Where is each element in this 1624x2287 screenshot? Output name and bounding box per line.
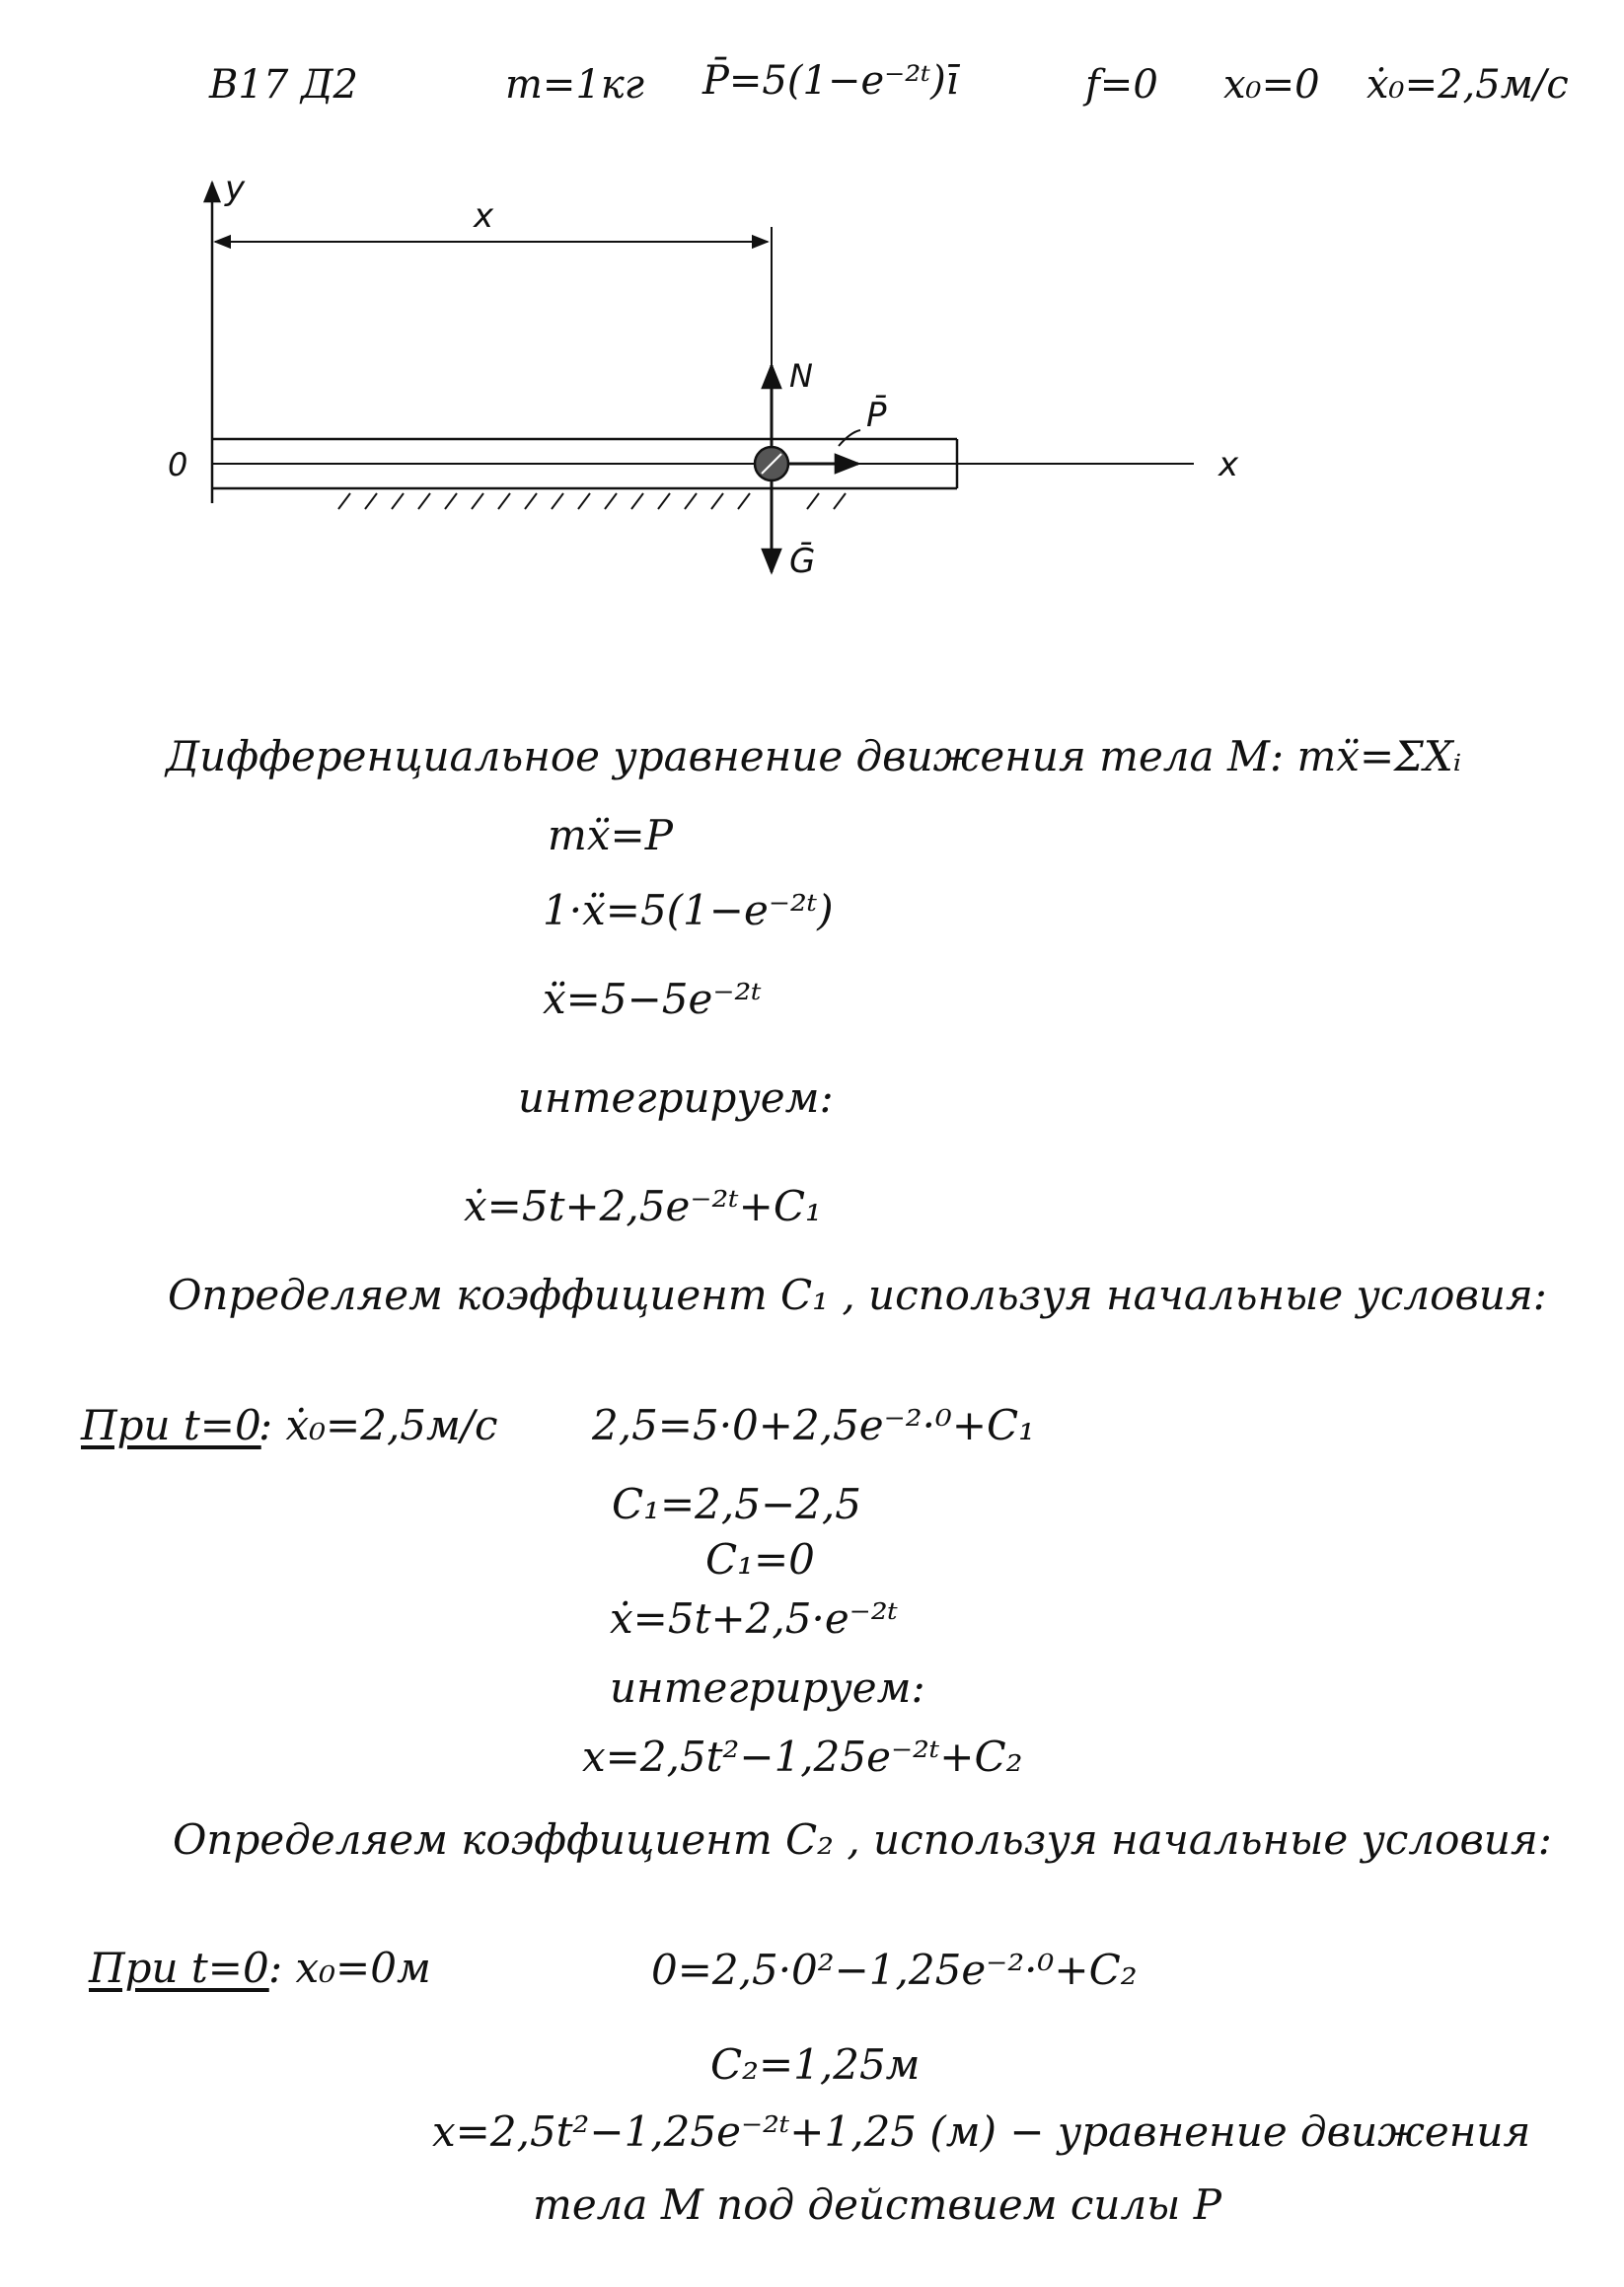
equation-line: C₁=2,5−2,5 bbox=[612, 1480, 861, 1528]
coefficient-c1-heading: Определяем коэффициент C₁ , используя начальные условия: bbox=[168, 1271, 1547, 1319]
condition-value: : x₀=0м bbox=[268, 1944, 431, 1992]
equation-line: ẋ=5t+2,5e⁻²ᵗ+C₁ bbox=[464, 1182, 822, 1230]
header-x0: x₀=0 bbox=[1223, 62, 1320, 108]
integrate-label: интегрируем: bbox=[518, 1073, 834, 1122]
equation-line: mẍ=P bbox=[548, 811, 673, 859]
force-diagram bbox=[148, 158, 1283, 592]
header-v0: ẋ₀=2,5м/с bbox=[1366, 62, 1569, 108]
ground-hatching bbox=[338, 493, 846, 509]
diff-equation-heading: Дифференциальное уравнение движения тела М: mẍ=ΣXᵢ bbox=[166, 732, 1462, 780]
motion-equation: x=2,5t²−1,25e⁻²ᵗ+1,25 (м) − уравнение движения bbox=[432, 2107, 1531, 2156]
header-mass: m=1кг bbox=[505, 62, 644, 108]
equation-line: C₁=0 bbox=[705, 1535, 815, 1584]
motion-equation-caption: тела М под действием силы P bbox=[533, 2180, 1222, 2229]
condition-value: : ẋ₀=2,5м/с bbox=[258, 1401, 498, 1449]
condition-label: Пpи t=0 bbox=[89, 1944, 269, 1992]
force-g-label: Ḡ bbox=[789, 542, 816, 581]
header-variant: В17 Д2 bbox=[209, 62, 358, 108]
equation-line: 1·ẍ=5(1−e⁻²ᵗ) bbox=[543, 886, 834, 934]
equation-line: ẍ=5−5e⁻²ᵗ bbox=[543, 975, 762, 1023]
header-friction: f=0 bbox=[1085, 62, 1158, 108]
force-n-label: N bbox=[789, 357, 813, 395]
x-axis-label: x bbox=[1218, 445, 1239, 484]
equation-line: x=2,5t²−1,25e⁻²ᵗ+C₂ bbox=[582, 1733, 1023, 1781]
y-axis-label: y bbox=[225, 169, 246, 208]
equation-line: ẋ=5t+2,5·e⁻²ᵗ bbox=[610, 1594, 899, 1643]
equation-line: 2,5=5·0+2,5e⁻²·⁰+C₁ bbox=[592, 1401, 1035, 1449]
force-p-label: P̄ bbox=[866, 396, 887, 435]
equation-line: 0=2,5·0²−1,25e⁻²·⁰+C₂ bbox=[651, 1946, 1138, 1994]
equation-line: C₂=1,25м bbox=[710, 2040, 921, 2089]
condition-label: Пpи t=0 bbox=[81, 1401, 261, 1449]
origin-label: 0 bbox=[168, 446, 188, 483]
dimension-x-label: x bbox=[474, 196, 494, 236]
coefficient-c2-heading: Определяем коэффициент C₂ , используя начальные условия: bbox=[173, 1815, 1552, 1864]
header-force: P̄=5(1−e⁻²ᵗ)ī bbox=[702, 58, 959, 104]
integrate-label: интегрируем: bbox=[610, 1663, 925, 1712]
